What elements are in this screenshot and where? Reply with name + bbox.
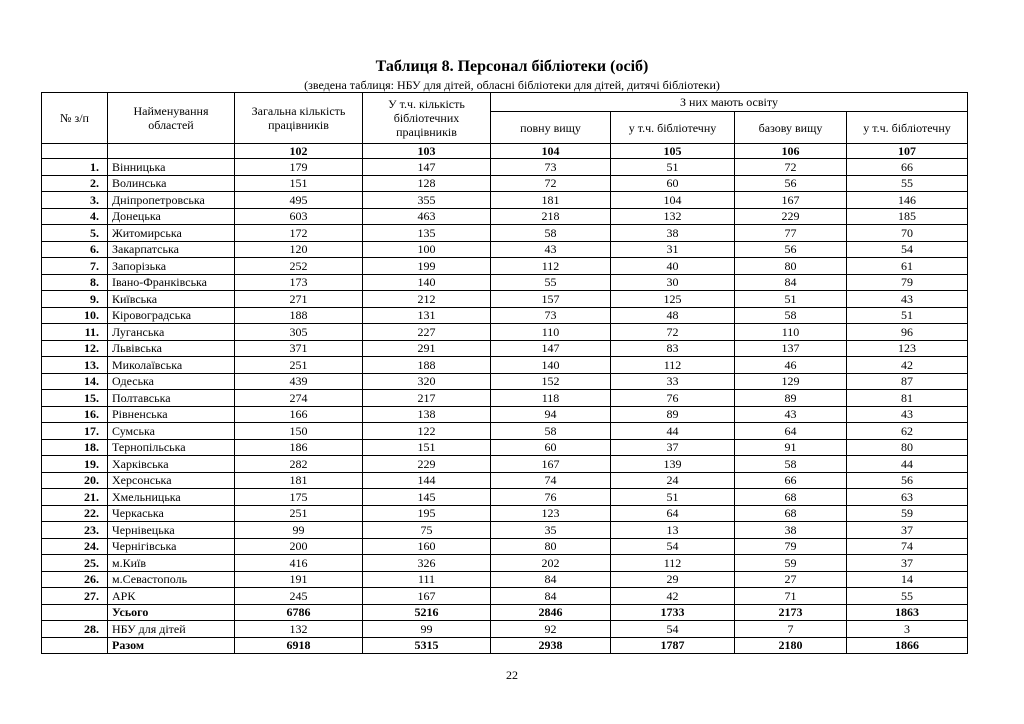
table-row	[42, 505, 968, 522]
table-row	[42, 538, 968, 555]
value-cell: 217	[363, 390, 491, 407]
value-cell: 150	[235, 423, 363, 440]
header-full-higher: повну вищу	[491, 112, 611, 144]
value-cell: 38	[611, 225, 735, 242]
value-cell: 495	[235, 192, 363, 209]
region-name: Донецька	[108, 208, 235, 225]
value-cell: 218	[491, 208, 611, 225]
value-cell: 122	[363, 423, 491, 440]
value-cell: 84	[491, 571, 611, 588]
value-cell: 71	[735, 588, 847, 605]
value-cell: 92	[491, 621, 611, 638]
value-cell: 439	[235, 373, 363, 390]
table-row	[42, 241, 968, 258]
value-cell: 186	[235, 439, 363, 456]
region-name: Чернігівська	[108, 538, 235, 555]
table-row	[42, 291, 968, 308]
table-row	[42, 208, 968, 225]
region-name: Харківська	[108, 456, 235, 473]
value-cell: 99	[235, 522, 363, 539]
region-name: Тернопільська	[108, 439, 235, 456]
table-row	[42, 522, 968, 539]
value-cell: 24	[611, 472, 735, 489]
region-name: Херсонська	[108, 472, 235, 489]
row-number: 15.	[42, 390, 108, 407]
row-number: 28.	[42, 621, 108, 638]
region-name: Усього	[108, 604, 235, 621]
row-number: 1.	[42, 159, 108, 176]
value-cell: 99	[363, 621, 491, 638]
value-cell: 66	[735, 472, 847, 489]
value-cell: 42	[611, 588, 735, 605]
value-cell: 91	[735, 439, 847, 456]
value-cell: 89	[611, 406, 735, 423]
row-number: 20.	[42, 472, 108, 489]
value-cell: 58	[491, 225, 611, 242]
value-cell: 305	[235, 324, 363, 341]
value-cell: 5216	[363, 604, 491, 621]
value-cell: 56	[735, 241, 847, 258]
value-cell: 37	[847, 522, 968, 539]
code-cell: 106	[735, 144, 847, 159]
value-cell: 51	[847, 307, 968, 324]
table-row	[42, 175, 968, 192]
value-cell: 40	[611, 258, 735, 275]
value-cell: 94	[491, 406, 611, 423]
value-cell: 14	[847, 571, 968, 588]
value-cell: 63	[847, 489, 968, 506]
value-cell: 151	[363, 439, 491, 456]
table-row	[42, 489, 968, 506]
value-cell: 229	[363, 456, 491, 473]
row-number: 6.	[42, 241, 108, 258]
row-number: 25.	[42, 555, 108, 572]
value-cell: 172	[235, 225, 363, 242]
value-cell: 68	[735, 505, 847, 522]
value-cell: 160	[363, 538, 491, 555]
value-cell: 463	[363, 208, 491, 225]
value-cell: 43	[847, 406, 968, 423]
region-name: Львівська	[108, 340, 235, 357]
value-cell: 185	[847, 208, 968, 225]
region-name: Чернівецька	[108, 522, 235, 539]
row-number: 19.	[42, 456, 108, 473]
table-title: Таблиця 8. Персонал бібліотеки (осіб)	[375, 58, 649, 75]
row-number: 14.	[42, 373, 108, 390]
value-cell: 1733	[611, 604, 735, 621]
value-cell: 199	[363, 258, 491, 275]
row-number	[42, 637, 108, 654]
row-number: 7.	[42, 258, 108, 275]
value-cell: 27	[735, 571, 847, 588]
header-full-library: у т.ч. бібліотечну	[611, 112, 735, 144]
value-cell: 151	[235, 175, 363, 192]
value-cell: 43	[491, 241, 611, 258]
code-cell-empty	[108, 144, 235, 159]
header-total: Загальна кількість працівників	[235, 93, 363, 144]
value-cell: 146	[847, 192, 968, 209]
value-cell: 110	[735, 324, 847, 341]
table-row	[42, 439, 968, 456]
header-basic-higher: базову вищу	[735, 112, 847, 144]
value-cell: 59	[847, 505, 968, 522]
page-number: 22	[506, 668, 518, 682]
row-number: 22.	[42, 505, 108, 522]
row-number: 5.	[42, 225, 108, 242]
value-cell: 167	[735, 192, 847, 209]
value-cell: 191	[235, 571, 363, 588]
value-cell: 7	[735, 621, 847, 638]
value-cell: 188	[235, 307, 363, 324]
value-cell: 64	[611, 505, 735, 522]
value-cell: 167	[363, 588, 491, 605]
table-row	[42, 637, 968, 654]
value-cell: 51	[611, 159, 735, 176]
row-number: 24.	[42, 538, 108, 555]
region-name: Рівненська	[108, 406, 235, 423]
value-cell: 37	[611, 439, 735, 456]
value-cell: 227	[363, 324, 491, 341]
value-cell: 131	[363, 307, 491, 324]
region-name: Кіровоградська	[108, 307, 235, 324]
value-cell: 140	[491, 357, 611, 374]
code-cell: 104	[491, 144, 611, 159]
row-number	[42, 604, 108, 621]
region-name: Закарпатська	[108, 241, 235, 258]
region-name: Сумська	[108, 423, 235, 440]
region-name: Черкаська	[108, 505, 235, 522]
value-cell: 167	[491, 456, 611, 473]
value-cell: 31	[611, 241, 735, 258]
value-cell: 51	[611, 489, 735, 506]
value-cell: 603	[235, 208, 363, 225]
value-cell: 44	[611, 423, 735, 440]
value-cell: 181	[491, 192, 611, 209]
row-number: 4.	[42, 208, 108, 225]
value-cell: 195	[363, 505, 491, 522]
value-cell: 2173	[735, 604, 847, 621]
value-cell: 48	[611, 307, 735, 324]
value-cell: 138	[363, 406, 491, 423]
value-cell: 212	[363, 291, 491, 308]
value-cell: 73	[491, 159, 611, 176]
value-cell: 66	[847, 159, 968, 176]
region-name: Запорізька	[108, 258, 235, 275]
value-cell: 89	[735, 390, 847, 407]
row-number: 2.	[42, 175, 108, 192]
table-row	[42, 588, 968, 605]
value-cell: 129	[735, 373, 847, 390]
value-cell: 274	[235, 390, 363, 407]
table-row	[42, 621, 968, 638]
value-cell: 37	[847, 555, 968, 572]
value-cell: 72	[735, 159, 847, 176]
value-cell: 73	[491, 307, 611, 324]
value-cell: 83	[611, 340, 735, 357]
value-cell: 30	[611, 274, 735, 291]
header-basic-library: у т.ч. бібліотечну	[847, 112, 968, 144]
value-cell: 72	[491, 175, 611, 192]
value-cell: 56	[735, 175, 847, 192]
value-cell: 132	[235, 621, 363, 638]
value-cell: 123	[847, 340, 968, 357]
code-cell: 103	[363, 144, 491, 159]
value-cell: 139	[611, 456, 735, 473]
table-row	[42, 357, 968, 374]
value-cell: 147	[363, 159, 491, 176]
table-row	[42, 274, 968, 291]
value-cell: 252	[235, 258, 363, 275]
row-number: 13.	[42, 357, 108, 374]
region-name: Хмельницька	[108, 489, 235, 506]
header-num: № з/п	[42, 93, 108, 144]
value-cell: 58	[491, 423, 611, 440]
row-number: 23.	[42, 522, 108, 539]
value-cell: 157	[491, 291, 611, 308]
value-cell: 74	[847, 538, 968, 555]
row-number: 16.	[42, 406, 108, 423]
value-cell: 42	[847, 357, 968, 374]
row-number: 21.	[42, 489, 108, 506]
column-codes-row	[42, 144, 968, 159]
value-cell: 79	[735, 538, 847, 555]
region-name: Разом	[108, 637, 235, 654]
region-name: Одеська	[108, 373, 235, 390]
code-cell-empty	[42, 144, 108, 159]
region-name: Вінницька	[108, 159, 235, 176]
code-cell: 105	[611, 144, 735, 159]
region-name: м.Київ	[108, 555, 235, 572]
header-librarians: У т.ч. кількість бібліотечних працівників	[363, 93, 491, 144]
value-cell: 51	[735, 291, 847, 308]
row-number: 26.	[42, 571, 108, 588]
value-cell: 13	[611, 522, 735, 539]
value-cell: 87	[847, 373, 968, 390]
table-row	[42, 324, 968, 341]
code-cell: 107	[847, 144, 968, 159]
value-cell: 416	[235, 555, 363, 572]
region-name: Полтавська	[108, 390, 235, 407]
value-cell: 120	[235, 241, 363, 258]
value-cell: 60	[491, 439, 611, 456]
value-cell: 74	[491, 472, 611, 489]
table-row	[42, 340, 968, 357]
value-cell: 202	[491, 555, 611, 572]
value-cell: 58	[735, 456, 847, 473]
value-cell: 291	[363, 340, 491, 357]
value-cell: 2846	[491, 604, 611, 621]
value-cell: 320	[363, 373, 491, 390]
region-name: Київська	[108, 291, 235, 308]
value-cell: 79	[847, 274, 968, 291]
value-cell: 110	[491, 324, 611, 341]
value-cell: 135	[363, 225, 491, 242]
value-cell: 200	[235, 538, 363, 555]
region-name: Житомирська	[108, 225, 235, 242]
table-row	[42, 373, 968, 390]
value-cell: 29	[611, 571, 735, 588]
value-cell: 2938	[491, 637, 611, 654]
value-cell: 56	[847, 472, 968, 489]
value-cell: 123	[491, 505, 611, 522]
table-row	[42, 192, 968, 209]
row-number: 17.	[42, 423, 108, 440]
value-cell: 62	[847, 423, 968, 440]
value-cell: 326	[363, 555, 491, 572]
region-name: Волинська	[108, 175, 235, 192]
region-name: АРК	[108, 588, 235, 605]
value-cell: 2180	[735, 637, 847, 654]
value-cell: 128	[363, 175, 491, 192]
table-row	[42, 307, 968, 324]
value-cell: 55	[847, 175, 968, 192]
table-subtitle: (зведена таблиця: НБУ для дітей, обласні бібліотеки для дітей, дитячі бібліотеки)	[304, 78, 720, 92]
table-row	[42, 604, 968, 621]
table-row	[42, 571, 968, 588]
value-cell: 152	[491, 373, 611, 390]
value-cell: 68	[735, 489, 847, 506]
value-cell: 166	[235, 406, 363, 423]
value-cell: 245	[235, 588, 363, 605]
row-number: 8.	[42, 274, 108, 291]
table-row	[42, 555, 968, 572]
row-number: 27.	[42, 588, 108, 605]
row-number: 10.	[42, 307, 108, 324]
value-cell: 147	[491, 340, 611, 357]
value-cell: 137	[735, 340, 847, 357]
region-name: м.Севастополь	[108, 571, 235, 588]
value-cell: 271	[235, 291, 363, 308]
region-name: НБУ для дітей	[108, 621, 235, 638]
value-cell: 80	[847, 439, 968, 456]
value-cell: 112	[491, 258, 611, 275]
row-number: 3.	[42, 192, 108, 209]
value-cell: 61	[847, 258, 968, 275]
value-cell: 1866	[847, 637, 968, 654]
value-cell: 81	[847, 390, 968, 407]
value-cell: 55	[491, 274, 611, 291]
value-cell: 72	[611, 324, 735, 341]
value-cell: 58	[735, 307, 847, 324]
value-cell: 251	[235, 357, 363, 374]
value-cell: 112	[611, 555, 735, 572]
value-cell: 188	[363, 357, 491, 374]
region-name: Луганська	[108, 324, 235, 341]
value-cell: 100	[363, 241, 491, 258]
value-cell: 5315	[363, 637, 491, 654]
value-cell: 111	[363, 571, 491, 588]
value-cell: 43	[847, 291, 968, 308]
value-cell: 175	[235, 489, 363, 506]
value-cell: 55	[847, 588, 968, 605]
value-cell: 76	[491, 489, 611, 506]
table-row	[42, 406, 968, 423]
value-cell: 3	[847, 621, 968, 638]
value-cell: 118	[491, 390, 611, 407]
value-cell: 80	[491, 538, 611, 555]
value-cell: 54	[847, 241, 968, 258]
value-cell: 33	[611, 373, 735, 390]
value-cell: 112	[611, 357, 735, 374]
value-cell: 179	[235, 159, 363, 176]
value-cell: 132	[611, 208, 735, 225]
value-cell: 6918	[235, 637, 363, 654]
row-number: 11.	[42, 324, 108, 341]
value-cell: 77	[735, 225, 847, 242]
value-cell: 229	[735, 208, 847, 225]
staff-table	[41, 92, 968, 654]
region-name: Івано-Франківська	[108, 274, 235, 291]
value-cell: 84	[735, 274, 847, 291]
row-number: 18.	[42, 439, 108, 456]
value-cell: 75	[363, 522, 491, 539]
value-cell: 59	[735, 555, 847, 572]
row-number: 9.	[42, 291, 108, 308]
value-cell: 181	[235, 472, 363, 489]
region-name: Миколаївська	[108, 357, 235, 374]
value-cell: 70	[847, 225, 968, 242]
code-cell: 102	[235, 144, 363, 159]
value-cell: 96	[847, 324, 968, 341]
value-cell: 38	[735, 522, 847, 539]
header-name: Найменування областей	[108, 93, 235, 144]
value-cell: 251	[235, 505, 363, 522]
value-cell: 371	[235, 340, 363, 357]
value-cell: 1787	[611, 637, 735, 654]
table-row	[42, 258, 968, 275]
value-cell: 35	[491, 522, 611, 539]
value-cell: 104	[611, 192, 735, 209]
value-cell: 1863	[847, 604, 968, 621]
table-row	[42, 456, 968, 473]
value-cell: 6786	[235, 604, 363, 621]
value-cell: 54	[611, 621, 735, 638]
value-cell: 173	[235, 274, 363, 291]
value-cell: 44	[847, 456, 968, 473]
value-cell: 43	[735, 406, 847, 423]
table-row	[42, 159, 968, 176]
value-cell: 84	[491, 588, 611, 605]
table-row	[42, 225, 968, 242]
header-education: З них мають освіту	[491, 93, 968, 112]
value-cell: 80	[735, 258, 847, 275]
value-cell: 145	[363, 489, 491, 506]
value-cell: 54	[611, 538, 735, 555]
value-cell: 64	[735, 423, 847, 440]
table-row	[42, 390, 968, 407]
row-number: 12.	[42, 340, 108, 357]
value-cell: 125	[611, 291, 735, 308]
value-cell: 140	[363, 274, 491, 291]
table-row	[42, 472, 968, 489]
value-cell: 144	[363, 472, 491, 489]
value-cell: 282	[235, 456, 363, 473]
value-cell: 76	[611, 390, 735, 407]
table-row	[42, 423, 968, 440]
value-cell: 46	[735, 357, 847, 374]
region-name: Дніпропетровська	[108, 192, 235, 209]
value-cell: 355	[363, 192, 491, 209]
value-cell: 60	[611, 175, 735, 192]
